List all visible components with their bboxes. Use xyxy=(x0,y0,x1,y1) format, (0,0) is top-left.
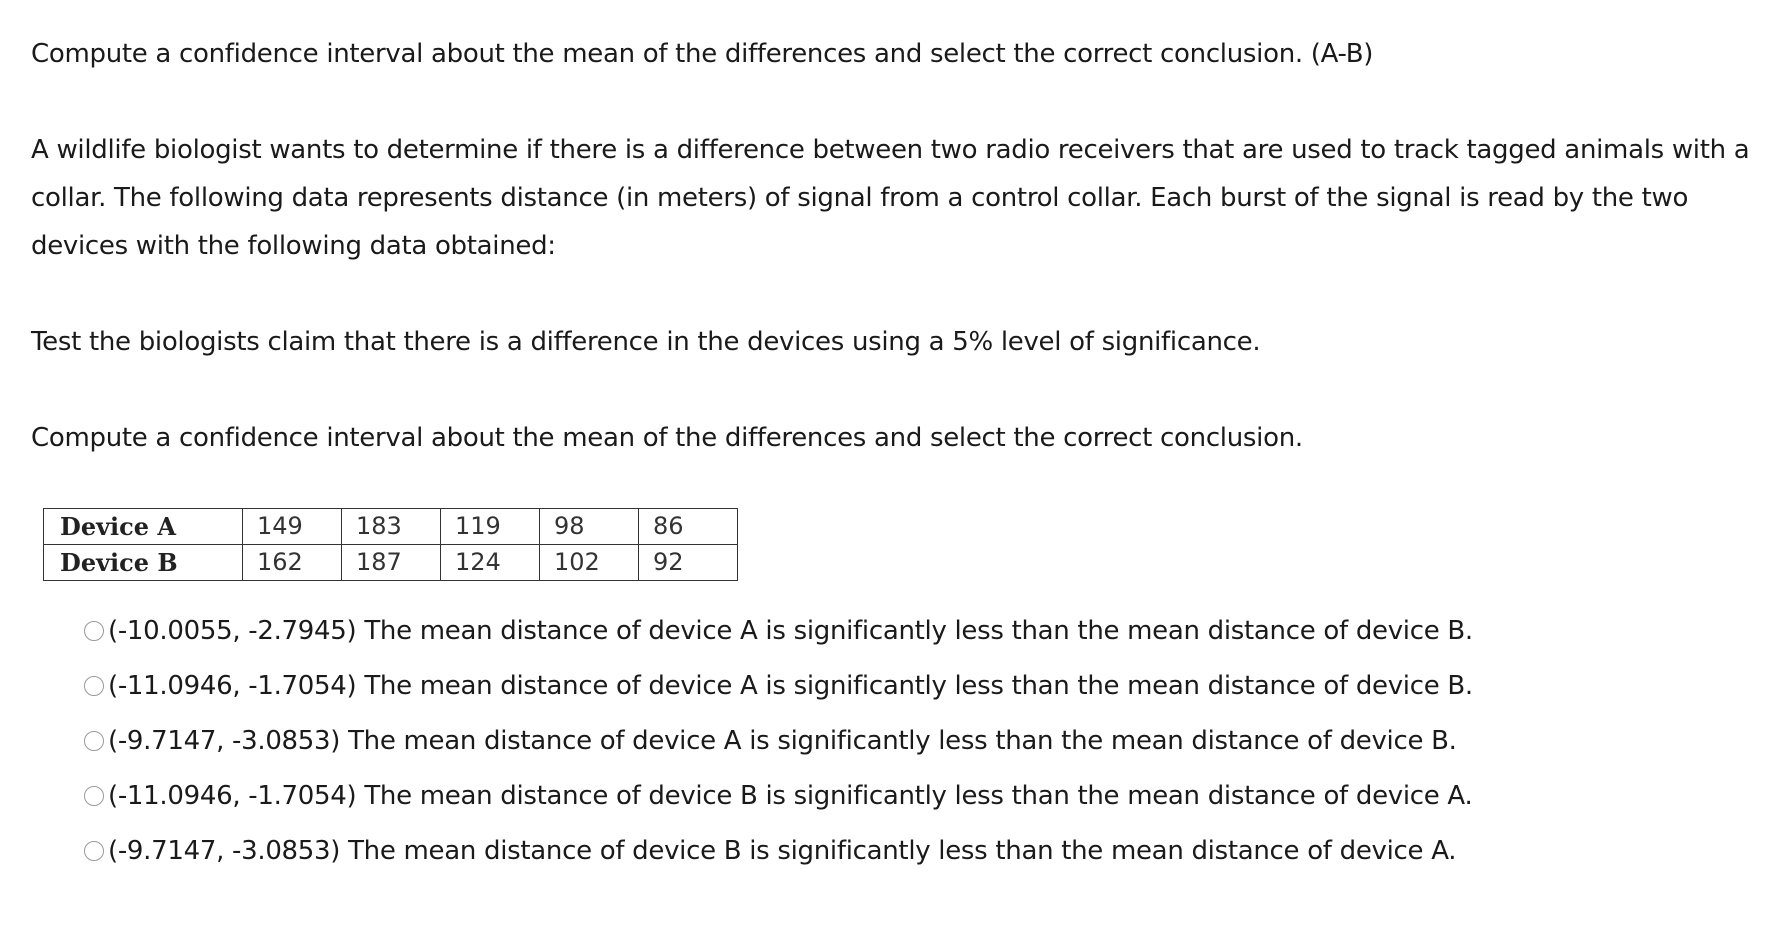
radio-button[interactable] xyxy=(84,621,104,641)
question-compute-statement: Compute a confidence interval about the mean of the differences and select the correct conclusion. xyxy=(31,423,1303,453)
radio-button[interactable] xyxy=(84,841,104,861)
answer-option-label: (-9.7147, -3.0853) The mean distance of device A is significantly less than the mean distance of device B. xyxy=(108,725,1457,756)
question-page xyxy=(31,30,1761,878)
table-row-device-b xyxy=(44,545,738,581)
answer-option-4[interactable] xyxy=(84,768,1761,823)
answer-option-label: (-11.0946, -1.7054) The mean distance of device A is significantly less than the mean distance of device B. xyxy=(108,670,1473,701)
table-cell: 183 xyxy=(342,509,441,545)
answer-option-label: (-9.7147, -3.0853) The mean distance of device B is significantly less than the mean distance of device A. xyxy=(108,835,1457,866)
row-label-device-a: Device A xyxy=(44,509,243,545)
table-row-device-a xyxy=(44,509,738,545)
radio-button[interactable] xyxy=(84,676,104,696)
answer-option-2[interactable] xyxy=(84,658,1761,713)
question-intro: A wildlife biologist wants to determine if there is a difference between two radio receivers that are used to track tagged animals with a collar. The following data represents distance (in meters) of signal from a control collar. Each burst of the signal is read by the two devices with the following data obtained: xyxy=(31,135,1750,261)
answer-option-5[interactable] xyxy=(84,823,1761,878)
table-cell: 149 xyxy=(243,509,342,545)
answer-option-3[interactable] xyxy=(84,713,1761,768)
radio-button[interactable] xyxy=(84,731,104,751)
question-title: Compute a confidence interval about the mean of the differences and select the correct conclusion. (A-B) xyxy=(31,39,1374,69)
table-cell: 187 xyxy=(342,545,441,581)
table-cell: 102 xyxy=(540,545,639,581)
table-cell: 162 xyxy=(243,545,342,581)
data-table xyxy=(43,508,738,581)
answer-option-label: (-10.0055, -2.7945) The mean distance of device A is significantly less than the mean distance of device B. xyxy=(108,615,1473,646)
answer-option-1[interactable] xyxy=(84,603,1761,658)
table-cell: 119 xyxy=(441,509,540,545)
table-cell: 124 xyxy=(441,545,540,581)
table-cell: 92 xyxy=(639,545,738,581)
table-cell: 86 xyxy=(639,509,738,545)
row-label-device-b: Device B xyxy=(44,545,243,581)
table-cell: 98 xyxy=(540,509,639,545)
question-test-statement: Test the biologists claim that there is a difference in the devices using a 5% level of significance. xyxy=(31,327,1261,357)
answer-options xyxy=(84,603,1761,878)
answer-option-label: (-11.0946, -1.7054) The mean distance of device B is significantly less than the mean distance of device A. xyxy=(108,780,1473,811)
radio-button[interactable] xyxy=(84,786,104,806)
